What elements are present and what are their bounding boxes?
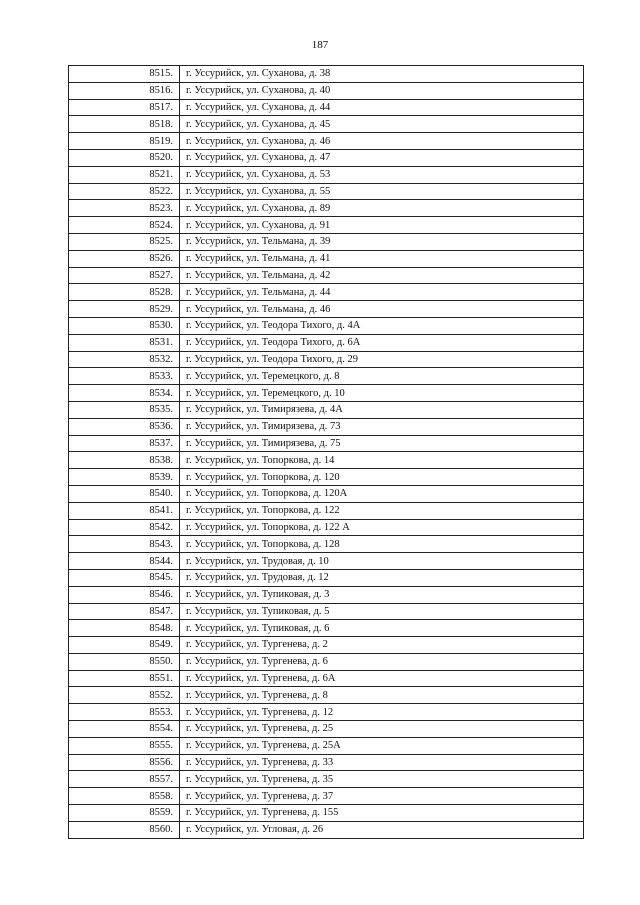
row-number: 8529. — [69, 301, 180, 318]
row-number: 8535. — [69, 401, 180, 418]
row-number: 8533. — [69, 368, 180, 385]
table-row — [69, 821, 584, 838]
table-row — [69, 805, 584, 822]
row-number: 8538. — [69, 452, 180, 469]
row-number: 8559. — [69, 805, 180, 822]
row-number: 8518. — [69, 116, 180, 133]
row-address: г. Уссурийск, ул. Суханова, д. 44 — [180, 99, 584, 116]
row-number: 8527. — [69, 267, 180, 284]
row-address: г. Уссурийск, ул. Тургенева, д. 35 — [180, 771, 584, 788]
row-number: 8520. — [69, 149, 180, 166]
row-number: 8545. — [69, 569, 180, 586]
row-address: г. Уссурийск, ул. Суханова, д. 47 — [180, 149, 584, 166]
table-row — [69, 788, 584, 805]
row-address: г. Уссурийск, ул. Теодора Тихого, д. 4А — [180, 317, 584, 334]
row-address: г. Уссурийск, ул. Теодора Тихого, д. 6А — [180, 334, 584, 351]
table-row — [69, 435, 584, 452]
table-row — [69, 200, 584, 217]
row-number: 8558. — [69, 788, 180, 805]
row-number: 8552. — [69, 687, 180, 704]
row-address: г. Уссурийск, ул. Тургенева, д. 8 — [180, 687, 584, 704]
table-row — [69, 66, 584, 83]
table-row — [69, 82, 584, 99]
row-address: г. Уссурийск, ул. Суханова, д. 38 — [180, 66, 584, 83]
row-address: г. Уссурийск, ул. Трудовая, д. 12 — [180, 569, 584, 586]
table-row — [69, 586, 584, 603]
table-row — [69, 217, 584, 234]
row-number: 8522. — [69, 183, 180, 200]
row-address: г. Уссурийск, ул. Тургенева, д. 155 — [180, 805, 584, 822]
table-row — [69, 385, 584, 402]
row-address: г. Уссурийск, ул. Суханова, д. 40 — [180, 82, 584, 99]
table-row — [69, 687, 584, 704]
row-number: 8525. — [69, 233, 180, 250]
row-number: 8521. — [69, 166, 180, 183]
row-number: 8530. — [69, 317, 180, 334]
row-number: 8515. — [69, 66, 180, 83]
row-address: г. Уссурийск, ул. Тургенева, д. 25 — [180, 721, 584, 738]
row-number: 8550. — [69, 653, 180, 670]
row-address: г. Уссурийск, ул. Топоркова, д. 14 — [180, 452, 584, 469]
row-address: г. Уссурийск, ул. Тельмана, д. 46 — [180, 301, 584, 318]
table-row — [69, 721, 584, 738]
row-address: г. Уссурийск, ул. Тимирязева, д. 4А — [180, 401, 584, 418]
row-address: г. Уссурийск, ул. Топоркова, д. 120А — [180, 485, 584, 502]
row-address: г. Уссурийск, ул. Тельмана, д. 39 — [180, 233, 584, 250]
row-number: 8543. — [69, 536, 180, 553]
table-row — [69, 653, 584, 670]
row-number: 8548. — [69, 620, 180, 637]
row-number: 8523. — [69, 200, 180, 217]
row-number: 8551. — [69, 670, 180, 687]
row-number: 8546. — [69, 586, 180, 603]
table-row — [69, 704, 584, 721]
table-row — [69, 284, 584, 301]
row-number: 8540. — [69, 485, 180, 502]
table-row — [69, 99, 584, 116]
table-row — [69, 166, 584, 183]
address-table-body — [69, 66, 584, 839]
row-address: г. Уссурийск, ул. Топоркова, д. 122 — [180, 502, 584, 519]
table-row — [69, 737, 584, 754]
row-address: г. Уссурийск, ул. Тургенева, д. 33 — [180, 754, 584, 771]
row-number: 8532. — [69, 351, 180, 368]
row-number: 8517. — [69, 99, 180, 116]
table-row — [69, 536, 584, 553]
table-row — [69, 401, 584, 418]
table-row — [69, 133, 584, 150]
row-address: г. Уссурийск, ул. Тимирязева, д. 75 — [180, 435, 584, 452]
row-number: 8528. — [69, 284, 180, 301]
table-row — [69, 233, 584, 250]
row-address: г. Уссурийск, ул. Суханова, д. 46 — [180, 133, 584, 150]
table-row — [69, 250, 584, 267]
table-row — [69, 149, 584, 166]
row-number: 8539. — [69, 469, 180, 486]
row-address: г. Уссурийск, ул. Тургенева, д. 12 — [180, 704, 584, 721]
row-number: 8555. — [69, 737, 180, 754]
table-row — [69, 183, 584, 200]
row-address: г. Уссурийск, ул. Тельмана, д. 41 — [180, 250, 584, 267]
address-table — [68, 65, 584, 839]
table-row — [69, 116, 584, 133]
table-row — [69, 317, 584, 334]
row-number: 8547. — [69, 603, 180, 620]
table-row — [69, 670, 584, 687]
row-address: г. Уссурийск, ул. Суханова, д. 53 — [180, 166, 584, 183]
table-row — [69, 620, 584, 637]
row-address: г. Уссурийск, ул. Тургенева, д. 37 — [180, 788, 584, 805]
row-address: г. Уссурийск, ул. Суханова, д. 45 — [180, 116, 584, 133]
row-number: 8534. — [69, 385, 180, 402]
table-row — [69, 519, 584, 536]
table-row — [69, 351, 584, 368]
row-number: 8526. — [69, 250, 180, 267]
row-address: г. Уссурийск, ул. Тургенева, д. 2 — [180, 637, 584, 654]
row-address: г. Уссурийск, ул. Топоркова, д. 128 — [180, 536, 584, 553]
row-address: г. Уссурийск, ул. Суханова, д. 89 — [180, 200, 584, 217]
table-row — [69, 267, 584, 284]
table-row — [69, 771, 584, 788]
table-row — [69, 502, 584, 519]
row-address: г. Уссурийск, ул. Топоркова, д. 120 — [180, 469, 584, 486]
row-number: 8531. — [69, 334, 180, 351]
table-row — [69, 418, 584, 435]
row-number: 8549. — [69, 637, 180, 654]
row-number: 8554. — [69, 721, 180, 738]
table-row — [69, 301, 584, 318]
row-number: 8519. — [69, 133, 180, 150]
row-number: 8541. — [69, 502, 180, 519]
row-number: 8524. — [69, 217, 180, 234]
row-address: г. Уссурийск, ул. Тимирязева, д. 73 — [180, 418, 584, 435]
row-number: 8536. — [69, 418, 180, 435]
table-row — [69, 469, 584, 486]
row-number: 8560. — [69, 821, 180, 838]
row-number: 8516. — [69, 82, 180, 99]
row-number: 8557. — [69, 771, 180, 788]
row-address: г. Уссурийск, ул. Тельмана, д. 44 — [180, 284, 584, 301]
table-row — [69, 485, 584, 502]
row-number: 8553. — [69, 704, 180, 721]
row-address: г. Уссурийск, ул. Тургенева, д. 6 — [180, 653, 584, 670]
table-row — [69, 569, 584, 586]
table-row — [69, 637, 584, 654]
row-address: г. Уссурийск, ул. Теремецкого, д. 8 — [180, 368, 584, 385]
row-address: г. Уссурийск, ул. Тургенева, д. 6А — [180, 670, 584, 687]
row-address: г. Уссурийск, ул. Трудовая, д. 10 — [180, 553, 584, 570]
row-number: 8556. — [69, 754, 180, 771]
table-row — [69, 334, 584, 351]
row-number: 8537. — [69, 435, 180, 452]
table-row — [69, 553, 584, 570]
row-address: г. Уссурийск, ул. Тургенева, д. 25А — [180, 737, 584, 754]
row-number: 8544. — [69, 553, 180, 570]
table-row — [69, 368, 584, 385]
row-address: г. Уссурийск, ул. Суханова, д. 91 — [180, 217, 584, 234]
row-address: г. Уссурийск, ул. Тельмана, д. 42 — [180, 267, 584, 284]
row-address: г. Уссурийск, ул. Теремецкого, д. 10 — [180, 385, 584, 402]
table-row — [69, 452, 584, 469]
row-address: г. Уссурийск, ул. Тупиковая, д. 5 — [180, 603, 584, 620]
table-row — [69, 754, 584, 771]
row-address: г. Уссурийск, ул. Тупиковая, д. 6 — [180, 620, 584, 637]
row-address: г. Уссурийск, ул. Топоркова, д. 122 А — [180, 519, 584, 536]
row-address: г. Уссурийск, ул. Тупиковая, д. 3 — [180, 586, 584, 603]
page-number: 187 — [311, 39, 329, 51]
row-address: г. Уссурийск, ул. Теодора Тихого, д. 29 — [180, 351, 584, 368]
table-row — [69, 603, 584, 620]
row-number: 8542. — [69, 519, 180, 536]
row-address: г. Уссурийск, ул. Угловая, д. 26 — [180, 821, 584, 838]
row-address: г. Уссурийск, ул. Суханова, д. 55 — [180, 183, 584, 200]
